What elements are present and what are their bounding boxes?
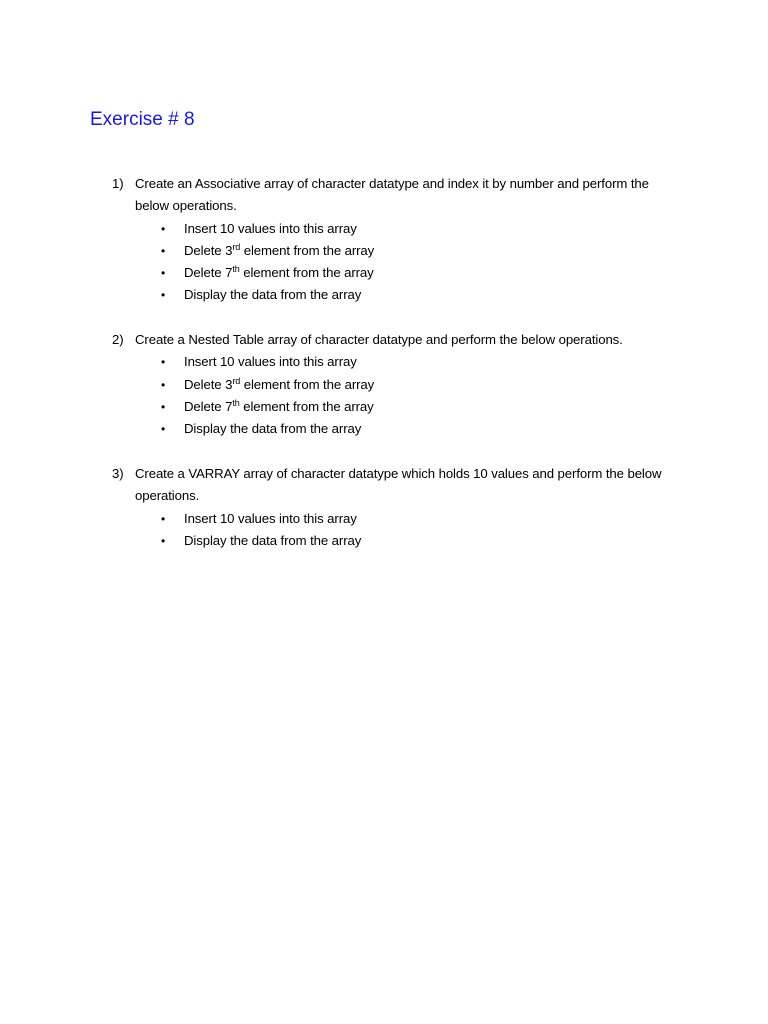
ordinal-suffix: rd (232, 375, 241, 386)
task-number: 3) (112, 466, 124, 481)
step-text: Display the data from the array (184, 421, 362, 437)
task-step-insert (112, 508, 672, 530)
bullet-icon: • (161, 221, 166, 236)
bullet-icon: • (161, 533, 166, 548)
task-number: 2) (112, 332, 124, 347)
step-text: Delete 3 (184, 242, 233, 258)
exercise-task-3 (112, 463, 672, 552)
exercise-task-list (112, 173, 672, 307)
ordinal-suffix: rd (232, 241, 241, 252)
step-text: Delete 7 (184, 265, 233, 281)
step-text: Insert 10 values into this array (184, 510, 357, 526)
task-steps (112, 351, 672, 440)
step-text: Display the data from the array (184, 287, 362, 303)
task-step-delete-7th (112, 396, 672, 418)
page-title: Exercise # 8 (90, 109, 195, 130)
exercise-task-2 (112, 329, 672, 440)
task-step-display (112, 284, 672, 306)
task-steps (112, 508, 672, 553)
task-step-insert (112, 351, 672, 373)
bullet-icon: • (161, 399, 166, 414)
task-step-delete-3rd (112, 374, 672, 396)
task-description: Create a VARRAY array of character datatype which holds 10 values and perform the below operations. (135, 466, 662, 504)
ordinal-suffix: th (232, 397, 240, 408)
step-text-suffix: element from the array (239, 265, 374, 281)
task-step-display (112, 530, 672, 552)
step-text-suffix: element from the array (240, 376, 375, 392)
step-text-suffix: element from the array (240, 242, 375, 258)
bullet-icon: • (161, 422, 166, 437)
task-step-delete-7th (112, 262, 672, 284)
task-number: 1) (112, 176, 124, 191)
bullet-icon: • (161, 511, 166, 526)
task-step-delete-3rd (112, 240, 672, 262)
bullet-icon: • (161, 288, 166, 303)
step-text: Insert 10 values into this array (184, 354, 357, 370)
bullet-icon: • (161, 355, 166, 370)
step-text: Delete 3 (184, 376, 233, 392)
step-text: Insert 10 values into this array (184, 220, 357, 236)
task-step-display (112, 418, 672, 440)
step-text: Display the data from the array (184, 532, 362, 548)
bullet-icon: • (161, 377, 166, 392)
task-steps (112, 218, 672, 307)
bullet-icon: • (161, 243, 166, 258)
task-description: Create an Associative array of character datatype and index it by number and perform the below operations. (135, 176, 649, 214)
task-step-insert (112, 218, 672, 240)
bullet-icon: • (161, 266, 166, 281)
step-text-suffix: element from the array (239, 398, 374, 414)
step-text: Delete 7 (184, 398, 233, 414)
exercise-task-list (112, 329, 672, 440)
exercise-task-list (112, 463, 672, 552)
ordinal-suffix: th (232, 264, 240, 275)
task-description: Create a Nested Table array of character datatype and perform the below operations. (135, 332, 623, 347)
exercise-task-1 (112, 173, 672, 307)
